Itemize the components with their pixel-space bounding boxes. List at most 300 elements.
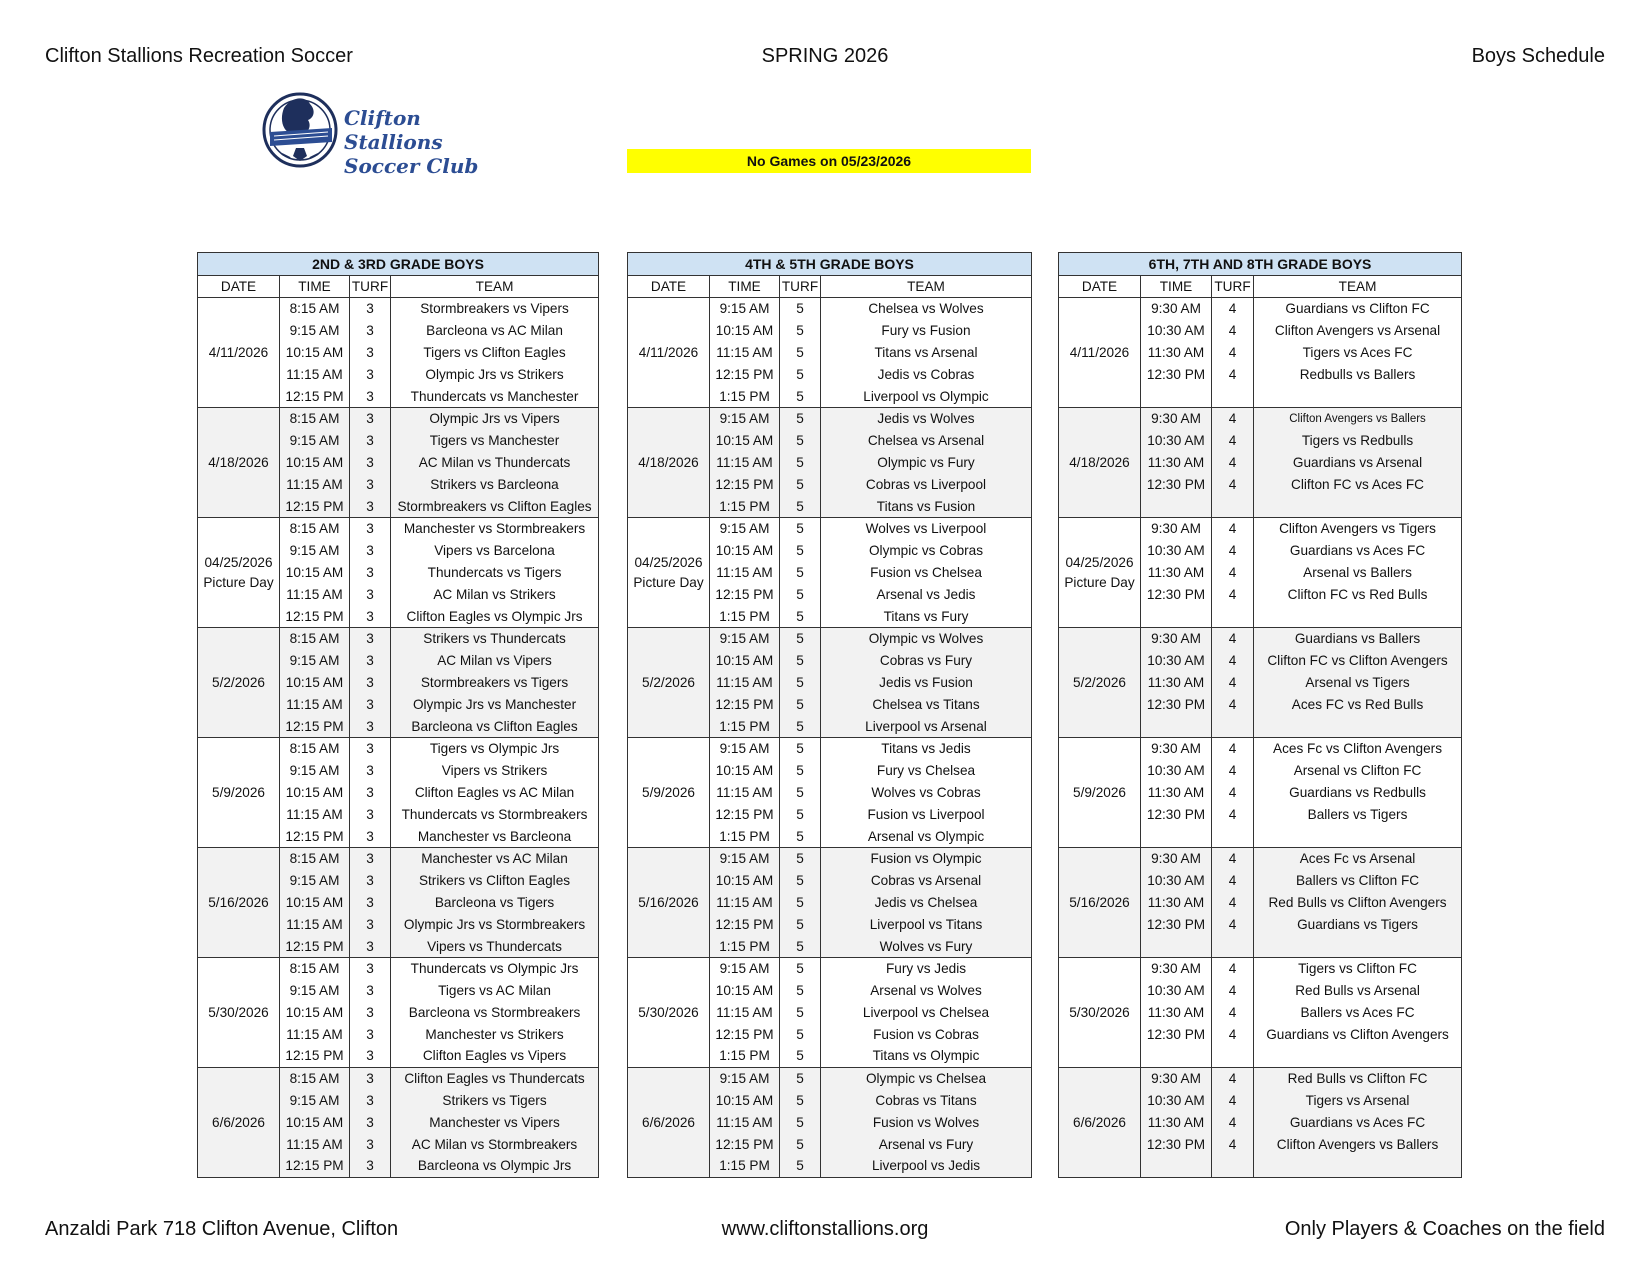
game-turf: 4: [1212, 1111, 1254, 1133]
table-row: [1059, 627, 1462, 649]
game-time: 11:15 AM: [280, 1133, 350, 1155]
game-team: [1254, 1155, 1462, 1177]
game-date: [198, 957, 280, 1067]
game-turf: 3: [350, 320, 391, 342]
game-turf: 3: [350, 672, 391, 694]
game-turf: 4: [1212, 583, 1254, 605]
table-row: [198, 298, 599, 320]
game-date-label: 5/30/2026: [1069, 1004, 1130, 1020]
game-turf: 3: [350, 1045, 391, 1067]
game-turf: 3: [350, 870, 391, 892]
game-team: Chelsea vs Wolves: [821, 298, 1032, 320]
game-team: Titans vs Olympic: [821, 1045, 1032, 1067]
table-row: [628, 627, 1032, 649]
game-turf: 5: [780, 452, 821, 474]
game-team: Guardians vs Tigers: [1254, 913, 1462, 935]
schedule-6th-7th-8th-grade: [1058, 252, 1462, 1178]
table-row: [628, 737, 1032, 759]
game-team: Arsenal vs Clifton FC: [1254, 760, 1462, 782]
game-date-label: 5/9/2026: [212, 784, 265, 800]
game-time: 9:15 AM: [710, 737, 780, 759]
game-time: 9:15 AM: [280, 760, 350, 782]
game-turf: 3: [350, 363, 391, 385]
game-team: Arsenal vs Wolves: [821, 980, 1032, 1002]
game-time: 10:15 AM: [280, 892, 350, 914]
game-team: Thundercats vs Tigers: [391, 562, 599, 584]
game-time: 11:15 AM: [280, 913, 350, 935]
game-turf: [1212, 715, 1254, 737]
game-time: 9:15 AM: [710, 627, 780, 649]
game-turf: 4: [1212, 298, 1254, 320]
game-team: Jedis vs Cobras: [821, 363, 1032, 385]
game-date-label: 6/6/2026: [642, 1114, 695, 1130]
game-turf: 5: [780, 473, 821, 495]
game-turf: 4: [1212, 342, 1254, 364]
game-team: Guardians vs Clifton FC: [1254, 298, 1462, 320]
game-date-label: 5/9/2026: [1073, 784, 1126, 800]
game-team: [1254, 385, 1462, 407]
game-team: Fusion vs Wolves: [821, 1111, 1032, 1133]
game-date: [1059, 627, 1141, 737]
game-time: [1141, 1045, 1212, 1067]
game-time: 11:15 AM: [280, 473, 350, 495]
game-time: [1141, 715, 1212, 737]
game-turf: [1212, 1045, 1254, 1067]
game-time: 12:15 PM: [280, 715, 350, 737]
game-team: Liverpool vs Titans: [821, 913, 1032, 935]
game-team: Tigers vs Redbulls: [1254, 430, 1462, 452]
column-header: TEAM: [1254, 276, 1462, 298]
game-team: Strikers vs Thundercats: [391, 627, 599, 649]
game-time: 11:15 AM: [280, 1023, 350, 1045]
game-turf: 5: [780, 583, 821, 605]
game-turf: 3: [350, 892, 391, 914]
game-date-label: 5/16/2026: [208, 894, 269, 910]
game-time: 10:15 AM: [280, 562, 350, 584]
game-team: Manchester vs Stormbreakers: [391, 517, 599, 539]
game-team: Fusion vs Chelsea: [821, 562, 1032, 584]
game-team: [1254, 715, 1462, 737]
game-time: 12:15 PM: [280, 1155, 350, 1177]
game-team: [1254, 935, 1462, 957]
game-turf: 3: [350, 913, 391, 935]
game-date: [1059, 847, 1141, 957]
game-turf: 4: [1212, 407, 1254, 429]
game-turf: 5: [780, 1045, 821, 1067]
game-team: Titans vs Arsenal: [821, 342, 1032, 364]
game-team: Aces Fc vs Clifton Avengers: [1254, 737, 1462, 759]
game-turf: 4: [1212, 473, 1254, 495]
game-time: 12:30 PM: [1141, 473, 1212, 495]
footer-website[interactable]: www.cliftonstallions.org: [721, 1218, 929, 1240]
game-time: 9:15 AM: [280, 650, 350, 672]
game-team: Barcleona vs Stormbreakers: [391, 1002, 599, 1024]
game-time: [1141, 825, 1212, 847]
game-time: 9:15 AM: [280, 430, 350, 452]
game-time: 10:15 AM: [280, 1111, 350, 1133]
table-row: [1059, 1067, 1462, 1089]
table-row: [1059, 737, 1462, 759]
game-team: Manchester vs Strikers: [391, 1023, 599, 1045]
game-date-label: 4/18/2026: [638, 454, 699, 470]
game-team: Guardians vs Arsenal: [1254, 452, 1462, 474]
game-date-label: 6/6/2026: [1073, 1114, 1126, 1130]
game-time: 9:15 AM: [710, 298, 780, 320]
logo-line-2: Soccer Club: [344, 154, 479, 178]
game-team: Strikers vs Clifton Eagles: [391, 870, 599, 892]
game-time: 12:15 PM: [710, 913, 780, 935]
stallion-soccer-ball-logo-icon: [262, 88, 342, 172]
game-date-label: 4/18/2026: [208, 454, 269, 470]
game-team: Ballers vs Aces FC: [1254, 1002, 1462, 1024]
game-team: Manchester vs AC Milan: [391, 847, 599, 869]
game-turf: 4: [1212, 957, 1254, 979]
game-date: [1059, 1067, 1141, 1177]
column-header: TURF: [780, 276, 821, 298]
game-team: [1254, 495, 1462, 517]
game-time: 8:15 AM: [280, 957, 350, 979]
game-turf: 5: [780, 298, 821, 320]
game-team: Thundercats vs Manchester: [391, 385, 599, 407]
game-date-label: 5/2/2026: [1073, 674, 1126, 690]
game-time: 1:15 PM: [710, 825, 780, 847]
game-time: 9:30 AM: [1141, 847, 1212, 869]
game-date: [628, 957, 710, 1067]
column-header: TURF: [1212, 276, 1254, 298]
game-time: 9:15 AM: [280, 320, 350, 342]
game-team: Redbulls vs Ballers: [1254, 363, 1462, 385]
game-team: AC Milan vs Vipers: [391, 650, 599, 672]
table-row: [628, 957, 1032, 979]
game-time: 10:30 AM: [1141, 320, 1212, 342]
game-team: Fusion vs Liverpool: [821, 803, 1032, 825]
game-turf: 3: [350, 495, 391, 517]
game-turf: 5: [780, 562, 821, 584]
game-team: Titans vs Jedis: [821, 737, 1032, 759]
game-turf: 4: [1212, 672, 1254, 694]
game-time: 9:30 AM: [1141, 1067, 1212, 1089]
schedule-title: 2ND & 3RD GRADE BOYS: [198, 253, 599, 276]
club-logo: [262, 88, 522, 178]
game-time: 11:15 AM: [710, 672, 780, 694]
game-turf: 3: [350, 1023, 391, 1045]
game-time: 10:30 AM: [1141, 980, 1212, 1002]
game-turf: 3: [350, 825, 391, 847]
game-date: [198, 1067, 280, 1177]
game-date-label: 4/11/2026: [638, 344, 699, 360]
picture-day-note: Picture Day: [633, 574, 704, 590]
game-turf: 3: [350, 583, 391, 605]
game-team: Strikers vs Tigers: [391, 1090, 599, 1112]
game-time: 1:15 PM: [710, 935, 780, 957]
game-time: 12:15 PM: [710, 693, 780, 715]
game-team: Red Bulls vs Clifton Avengers: [1254, 892, 1462, 914]
game-team: Liverpool vs Arsenal: [821, 715, 1032, 737]
picture-day-note: Picture Day: [1064, 574, 1135, 590]
game-turf: [1212, 1155, 1254, 1177]
game-team: Cobras vs Liverpool: [821, 473, 1032, 495]
game-time: 10:15 AM: [280, 342, 350, 364]
game-time: 12:15 PM: [710, 363, 780, 385]
game-turf: 3: [350, 627, 391, 649]
game-team: Arsenal vs Olympic: [821, 825, 1032, 847]
game-time: 11:30 AM: [1141, 452, 1212, 474]
game-time: 10:15 AM: [710, 540, 780, 562]
game-turf: 3: [350, 715, 391, 737]
game-time: 11:15 AM: [280, 693, 350, 715]
game-turf: 5: [780, 650, 821, 672]
header-season: SPRING 2026: [761, 45, 889, 67]
game-team: AC Milan vs Stormbreakers: [391, 1133, 599, 1155]
game-team: Cobras vs Arsenal: [821, 870, 1032, 892]
footer-address: Anzaldi Park 718 Clifton Avenue, Clifton: [45, 1218, 399, 1240]
game-date: [628, 627, 710, 737]
game-time: 10:15 AM: [710, 980, 780, 1002]
game-team: Chelsea vs Titans: [821, 693, 1032, 715]
game-time: 12:15 PM: [710, 1133, 780, 1155]
game-time: 11:15 AM: [710, 1111, 780, 1133]
game-team: Stormbreakers vs Tigers: [391, 672, 599, 694]
game-team: Fury vs Chelsea: [821, 760, 1032, 782]
game-time: 9:15 AM: [280, 1090, 350, 1112]
game-time: 10:15 AM: [280, 672, 350, 694]
game-team: Liverpool vs Olympic: [821, 385, 1032, 407]
game-date-label: 04/25/2026: [634, 554, 703, 570]
game-team: Tigers vs Manchester: [391, 430, 599, 452]
game-team: Stormbreakers vs Vipers: [391, 298, 599, 320]
game-turf: [1212, 605, 1254, 627]
game-team: Jedis vs Fusion: [821, 672, 1032, 694]
game-team: Olympic Jrs vs Strikers: [391, 363, 599, 385]
game-turf: 5: [780, 760, 821, 782]
game-time: 10:15 AM: [280, 782, 350, 804]
game-team: [1254, 605, 1462, 627]
game-team: Manchester vs Vipers: [391, 1111, 599, 1133]
game-time: 10:30 AM: [1141, 870, 1212, 892]
game-time: 9:15 AM: [280, 980, 350, 1002]
game-date: [628, 847, 710, 957]
table-row: [628, 847, 1032, 869]
game-turf: 4: [1212, 693, 1254, 715]
game-team: Olympic Jrs vs Vipers: [391, 407, 599, 429]
game-date: [628, 298, 710, 408]
game-turf: 3: [350, 407, 391, 429]
game-turf: 4: [1212, 430, 1254, 452]
schedule-2nd-3rd-grade: [197, 252, 599, 1178]
game-time: 12:15 PM: [710, 803, 780, 825]
game-turf: [1212, 385, 1254, 407]
game-date: [198, 407, 280, 517]
game-team: Guardians vs Aces FC: [1254, 540, 1462, 562]
game-team: Wolves vs Liverpool: [821, 517, 1032, 539]
game-time: 12:15 PM: [710, 473, 780, 495]
game-time: 9:15 AM: [710, 517, 780, 539]
game-turf: 3: [350, 737, 391, 759]
game-turf: 5: [780, 715, 821, 737]
column-header: DATE: [628, 276, 710, 298]
game-turf: 5: [780, 1133, 821, 1155]
game-turf: 4: [1212, 782, 1254, 804]
game-time: 11:30 AM: [1141, 1111, 1212, 1133]
game-time: 12:15 PM: [280, 1045, 350, 1067]
game-team: AC Milan vs Thundercats: [391, 452, 599, 474]
game-team: Manchester vs Barcleona: [391, 825, 599, 847]
game-turf: 3: [350, 1155, 391, 1177]
game-time: 8:15 AM: [280, 737, 350, 759]
game-time: 11:15 AM: [710, 1002, 780, 1024]
game-team: Thundercats vs Olympic Jrs: [391, 957, 599, 979]
game-time: 11:15 AM: [710, 342, 780, 364]
column-header: TEAM: [821, 276, 1032, 298]
game-turf: 5: [780, 495, 821, 517]
game-team: Clifton Avengers vs Arsenal: [1254, 320, 1462, 342]
game-time: 12:15 PM: [280, 825, 350, 847]
game-time: 8:15 AM: [280, 298, 350, 320]
game-team: Clifton Avengers vs Tigers: [1254, 517, 1462, 539]
game-team: Guardians vs Clifton Avengers: [1254, 1023, 1462, 1045]
game-team: Tigers vs Clifton FC: [1254, 957, 1462, 979]
game-time: 10:15 AM: [280, 452, 350, 474]
game-turf: 3: [350, 1090, 391, 1112]
game-time: 10:30 AM: [1141, 1090, 1212, 1112]
table-row: [1059, 517, 1462, 539]
game-time: 9:30 AM: [1141, 957, 1212, 979]
game-time: 9:15 AM: [710, 847, 780, 869]
game-time: 8:15 AM: [280, 517, 350, 539]
game-turf: 4: [1212, 1133, 1254, 1155]
game-team: Guardians vs Redbulls: [1254, 782, 1462, 804]
game-time: 11:30 AM: [1141, 1002, 1212, 1024]
game-team: Thundercats vs Stormbreakers: [391, 803, 599, 825]
game-turf: 3: [350, 650, 391, 672]
game-date-label: 5/30/2026: [638, 1004, 699, 1020]
game-team: Vipers vs Barcelona: [391, 540, 599, 562]
game-team: Barcleona vs Clifton Eagles: [391, 715, 599, 737]
game-team: Fury vs Fusion: [821, 320, 1032, 342]
game-turf: 5: [780, 892, 821, 914]
game-time: [1141, 605, 1212, 627]
game-time: 10:30 AM: [1141, 540, 1212, 562]
game-team: Arsenal vs Jedis: [821, 583, 1032, 605]
game-turf: 4: [1212, 892, 1254, 914]
game-team: Aces Fc vs Arsenal: [1254, 847, 1462, 869]
game-time: 10:15 AM: [710, 760, 780, 782]
game-team: Jedis vs Chelsea: [821, 892, 1032, 914]
game-turf: 5: [780, 540, 821, 562]
game-time: 9:30 AM: [1141, 407, 1212, 429]
game-turf: 4: [1212, 650, 1254, 672]
game-time: 11:30 AM: [1141, 562, 1212, 584]
game-turf: 5: [780, 320, 821, 342]
game-date-label: 04/25/2026: [1065, 554, 1134, 570]
game-date: [628, 407, 710, 517]
game-turf: 3: [350, 935, 391, 957]
header-league-name: Clifton Stallions Recreation Soccer: [45, 45, 353, 67]
game-team: Tigers vs AC Milan: [391, 980, 599, 1002]
game-team: Clifton FC vs Red Bulls: [1254, 583, 1462, 605]
game-date: [1059, 407, 1141, 517]
table-row: [198, 407, 599, 429]
column-header: TEAM: [391, 276, 599, 298]
game-team: Arsenal vs Fury: [821, 1133, 1032, 1155]
game-time: 10:15 AM: [710, 320, 780, 342]
game-time: 8:15 AM: [280, 1067, 350, 1089]
game-turf: 5: [780, 430, 821, 452]
game-turf: 5: [780, 803, 821, 825]
column-header: DATE: [1059, 276, 1141, 298]
table-row: [198, 737, 599, 759]
game-turf: 5: [780, 782, 821, 804]
table-row: [198, 847, 599, 869]
game-team: Aces FC vs Red Bulls: [1254, 693, 1462, 715]
game-turf: 3: [350, 562, 391, 584]
game-turf: 3: [350, 517, 391, 539]
game-turf: 4: [1212, 803, 1254, 825]
game-turf: 3: [350, 803, 391, 825]
game-turf: 3: [350, 342, 391, 364]
game-time: 8:15 AM: [280, 407, 350, 429]
game-time: 11:30 AM: [1141, 892, 1212, 914]
club-logo-text: [344, 106, 522, 178]
game-time: 1:15 PM: [710, 605, 780, 627]
table-row: [198, 1067, 599, 1089]
game-team: Cobras vs Fury: [821, 650, 1032, 672]
game-date-label: 5/2/2026: [642, 674, 695, 690]
schedule-4th-5th-grade: [627, 252, 1032, 1178]
game-time: 1:15 PM: [710, 385, 780, 407]
game-team: Titans vs Fusion: [821, 495, 1032, 517]
game-time: 11:15 AM: [710, 782, 780, 804]
table-row: [198, 517, 599, 539]
game-turf: 4: [1212, 562, 1254, 584]
game-time: 10:15 AM: [710, 650, 780, 672]
game-team: Fusion vs Olympic: [821, 847, 1032, 869]
game-team: Tigers vs Clifton Eagles: [391, 342, 599, 364]
game-turf: 4: [1212, 737, 1254, 759]
game-turf: 5: [780, 363, 821, 385]
game-team: Red Bulls vs Clifton FC: [1254, 1067, 1462, 1089]
game-time: 12:15 PM: [280, 495, 350, 517]
game-time: 12:15 PM: [280, 935, 350, 957]
game-turf: 4: [1212, 1002, 1254, 1024]
game-time: 9:15 AM: [710, 957, 780, 979]
game-date-label: 5/9/2026: [642, 784, 695, 800]
column-header: TIME: [710, 276, 780, 298]
game-turf: 3: [350, 452, 391, 474]
game-date: [628, 517, 710, 627]
game-time: 11:30 AM: [1141, 342, 1212, 364]
game-team: [1254, 1045, 1462, 1067]
game-turf: 5: [780, 870, 821, 892]
game-team: Titans vs Fury: [821, 605, 1032, 627]
game-date: [628, 1067, 710, 1177]
game-time: 9:15 AM: [710, 1067, 780, 1089]
game-turf: 5: [780, 627, 821, 649]
game-time: 12:30 PM: [1141, 693, 1212, 715]
table-row: [198, 627, 599, 649]
game-turf: 5: [780, 935, 821, 957]
game-date-label: 5/2/2026: [212, 674, 265, 690]
table-row: [198, 957, 599, 979]
game-team: Arsenal vs Tigers: [1254, 672, 1462, 694]
game-time: 11:15 AM: [280, 583, 350, 605]
game-team: Wolves vs Cobras: [821, 782, 1032, 804]
table-row: [1059, 298, 1462, 320]
game-time: 11:15 AM: [280, 363, 350, 385]
game-team: Olympic vs Chelsea: [821, 1067, 1032, 1089]
game-team: Clifton Eagles vs Vipers: [391, 1045, 599, 1067]
game-turf: 3: [350, 1067, 391, 1089]
